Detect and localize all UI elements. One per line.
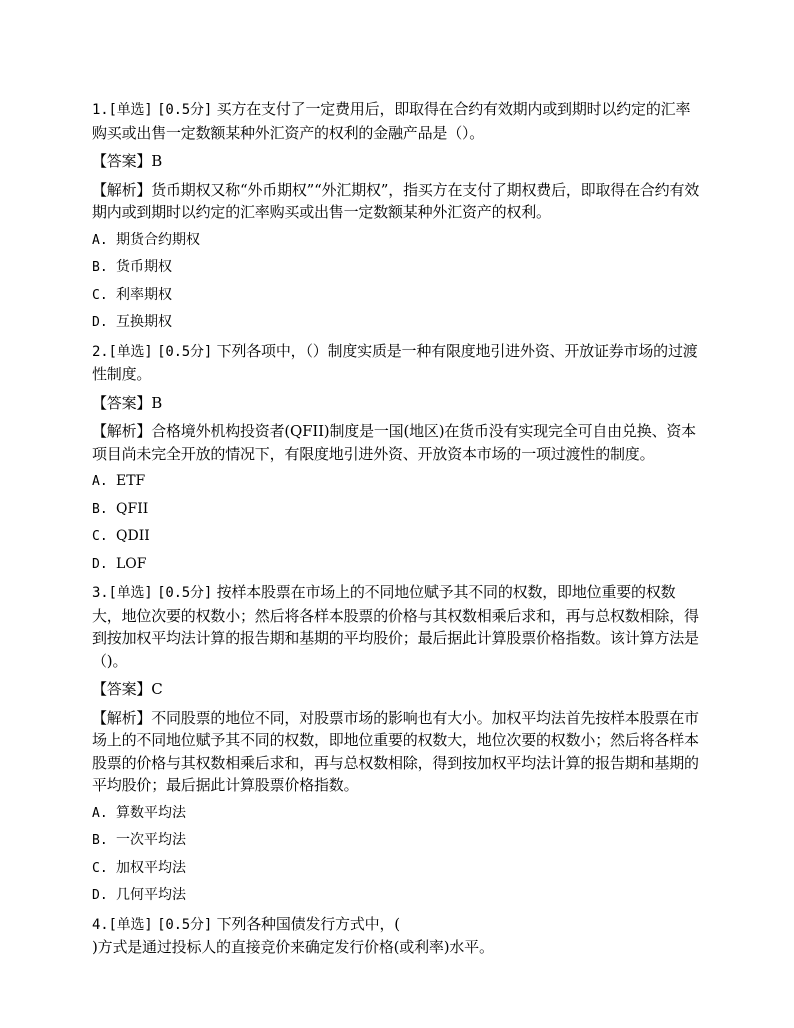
option-d: [92, 885, 704, 906]
option-a: [92, 230, 704, 251]
option-d: [92, 312, 704, 333]
option-text: 货币期权: [116, 259, 172, 275]
option-b: [92, 499, 704, 520]
option-text: 算数平均法: [116, 804, 186, 821]
option-text: LOF: [116, 555, 147, 572]
option-letter: B.: [92, 260, 108, 275]
option-text: 互换期权: [116, 314, 172, 330]
question-type: [单选]: [108, 916, 153, 933]
option-b: [92, 830, 704, 851]
question-1: [92, 98, 704, 333]
question-1-stem: [92, 98, 704, 144]
option-letter: D.: [92, 315, 108, 330]
question-type: [单选]: [108, 343, 153, 360]
option-letter: B.: [92, 501, 108, 517]
analysis-text: 合格境外机构投资者(QFII)制度是一国(地区)在货币没有实现完全可自由兑换、资本项目尚未完全开放的情况下，有限度地引进外资、开放资本市场的一项过渡性的制度。: [92, 422, 696, 463]
option-c: [92, 526, 704, 547]
answer-value: C: [151, 680, 163, 698]
option-text: ETF: [116, 473, 146, 489]
option-a: [92, 803, 704, 824]
question-4: [92, 913, 704, 959]
question-score: [0.5分]: [157, 916, 213, 933]
option-text: QDII: [116, 528, 150, 544]
option-letter: D.: [92, 556, 108, 572]
question-3: [92, 581, 704, 906]
option-letter: C.: [92, 529, 108, 544]
analysis-label: 【解析】: [92, 708, 152, 727]
document-page: [92, 98, 704, 965]
question-number: 4.: [92, 916, 109, 933]
question-text-line-2: )方式是通过投标人的直接竞价来确定发行价格(或利率)水平。: [92, 938, 494, 956]
option-c: [92, 285, 704, 306]
analysis-label: 【解析】: [92, 422, 152, 440]
question-number: 3.: [92, 585, 109, 601]
answer-value: B: [151, 152, 163, 170]
option-letter: A.: [92, 232, 108, 248]
option-text: 一次平均法: [116, 832, 186, 848]
option-c: [92, 858, 704, 879]
question-type: [单选]: [108, 585, 153, 601]
option-text: 期货合约期权: [116, 231, 200, 248]
question-text-line-1: 下列各种国债发行方式中，(: [216, 914, 400, 933]
option-d: [92, 554, 704, 575]
analysis-text: 货币期权又称“外币期权”“外汇期权”，指买方在支付了期权费后，即取得在合约有效期内或到期时以约定的汇率购买或出售一定数额某种外汇资产的权利。: [92, 180, 700, 221]
question-score: [0.5分]: [157, 343, 213, 360]
question-type: [单选]: [108, 102, 153, 118]
analysis-label: 【解析】: [92, 180, 152, 199]
answer-value: B: [151, 393, 163, 412]
option-letter: B.: [92, 833, 108, 848]
analysis-paragraph: [92, 420, 704, 465]
option-text: 加权平均法: [116, 859, 186, 876]
option-text: QFII: [116, 500, 149, 517]
question-2: [92, 340, 704, 575]
question-number: 2.: [92, 343, 109, 360]
question-score: [0.5分]: [157, 585, 213, 601]
question-text: 下列各项中，（）制度实质是一种有限度地引进外资、开放证券市场的过渡性制度。: [92, 341, 698, 383]
question-4-stem: [92, 913, 704, 959]
analysis-text: 不同股票的地位不同，对股票市场的影响也有大小。加权平均法首先按样本股票在市场上的不同地位赋予其不同的权数，即地位重要的权数大，地位次要的权数小；然后将各样本股票的价格与其权数相乘后求和，再与总权数相除，得到按加权平均法计算的报告期和基期的平均股价；最后据此计算股票价格指数。: [92, 708, 699, 794]
option-text: 利率期权: [116, 286, 172, 303]
option-a: [92, 471, 704, 492]
answer-line: [92, 392, 704, 415]
question-text: 按样本股票在市场上的不同地位赋予其不同的权数，即地位重要的权数大，地位次要的权数小；然后将各样本股票的价格与其权数相乘后求和，再与总权数相除，得到按加权平均法计算的报告期和基期的平均股价；最后据此计算股票价格指数。该计算方法是（)。: [92, 583, 699, 670]
question-score: [0.5分]: [157, 102, 213, 118]
answer-line: [92, 150, 704, 173]
option-letter: A.: [92, 474, 108, 489]
answer-label: 【答案】: [92, 152, 152, 170]
analysis-paragraph: [92, 179, 704, 224]
answer-label: 【答案】: [92, 680, 152, 698]
question-2-stem: [92, 340, 704, 386]
option-letter: C.: [92, 287, 108, 303]
option-letter: D.: [92, 888, 108, 903]
answer-label: 【答案】: [92, 393, 152, 412]
option-letter: A.: [92, 805, 108, 821]
question-3-stem: [92, 581, 704, 672]
option-b: [92, 257, 704, 278]
answer-line: [92, 678, 704, 701]
analysis-paragraph: [92, 707, 704, 797]
option-letter: C.: [92, 860, 108, 876]
question-text: 买方在支付了一定费用后，即取得在合约有效期内或到期时以约定的汇率购买或出售一定数额某种外汇资产的权利的金融产品是（）。: [92, 100, 691, 142]
option-text: 几何平均法: [116, 887, 186, 903]
question-number: 1.: [92, 102, 109, 118]
